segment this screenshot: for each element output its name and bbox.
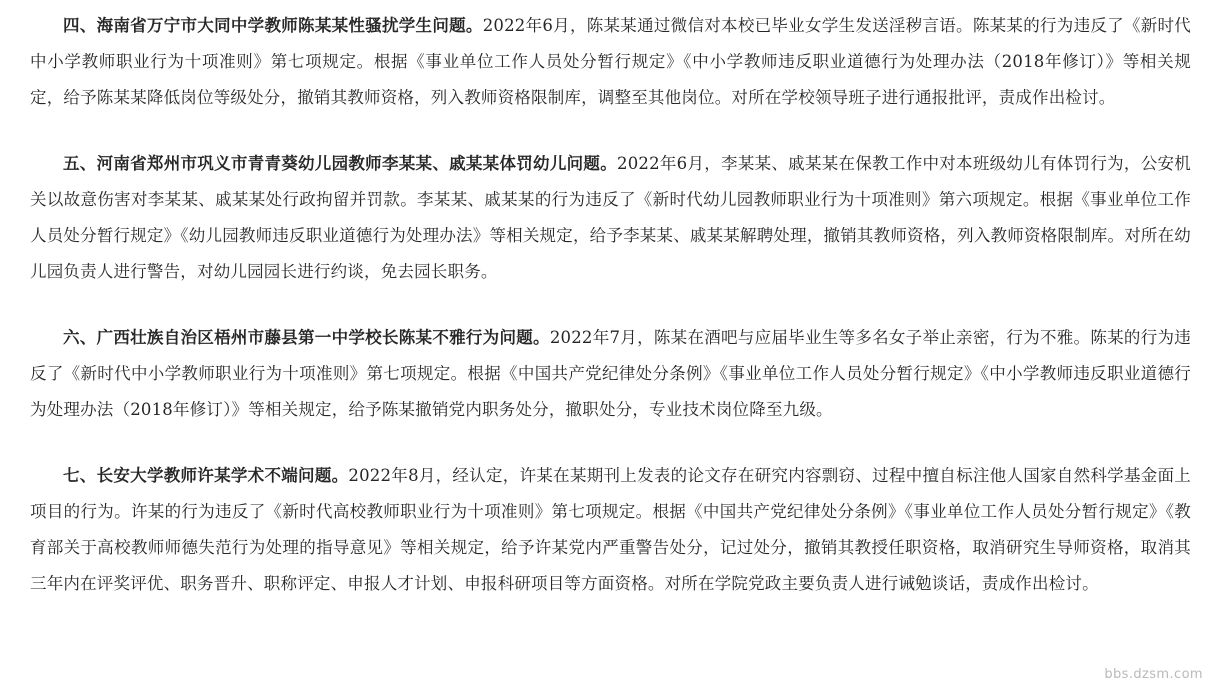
paragraph-lead: 五、河南省郑州市巩义市青青葵幼儿园教师李某某、戚某某体罚幼儿问题。 [63, 154, 617, 173]
paragraph-item [30, 146, 1191, 290]
watermark: bbs.dzsm.com [1104, 667, 1203, 682]
paragraph-lead: 七、长安大学教师许某学术不端问题。 [63, 466, 349, 485]
paragraph-text: 2022年7月，陈某在酒吧与应届毕业生等多名女子举止亲密，行为不雅。陈某的行为违反了《新时代中小学教师职业行为十项准则》第七项规定。根据《中国共产党纪律处分条例》《事业单位工作人员处分暂行规定》《中小学教师违反职业道德行为处理办法（2018年修订）》等相关规定，给予陈某撤销党内职务处分，撤职处分，专业技术岗位降至九级。 [30, 328, 1191, 419]
paragraph-item [30, 458, 1191, 602]
paragraph-text: 2022年6月，李某某、戚某某在保教工作中对本班级幼儿有体罚行为，公安机关以故意伤害对李某某、戚某某处行政拘留并罚款。李某某、戚某某的行为违反了《新时代幼儿园教师职业行为十项准则》第六项规定。根据《事业单位工作人员处分暂行规定》《幼儿园教师违反职业道德行为处理办法》等相关规定，给予李某某、戚某某解聘处理，撤销其教师资格，列入教师资格限制库。对所在幼儿园负责人进行警告，对幼儿园园长进行约谈，免去园长职务。 [30, 154, 1191, 281]
paragraph-lead: 六、广西壮族自治区梧州市藤县第一中学校长陈某不雅行为问题。 [63, 328, 550, 347]
paragraph-lead: 四、海南省万宁市大同中学教师陈某某性骚扰学生问题。 [63, 16, 483, 35]
paragraph-item [30, 8, 1191, 116]
paragraph-item [30, 320, 1191, 428]
paragraph-text: 2022年6月，陈某某通过微信对本校已毕业女学生发送淫秽言语。陈某某的行为违反了《新时代中小学教师职业行为十项准则》第七项规定。根据《事业单位工作人员处分暂行规定》《中小学教师违反职业道德行为处理办法（2018年修订）》等相关规定，给予陈某某降低岗位等级处分，撤销其教师资格，列入教师资格限制库，调整至其他岗位。对所在学校领导班子进行通报批评，责成作出检讨。 [30, 16, 1192, 107]
paragraph-text: 2022年8月，经认定，许某在某期刊上发表的论文存在研究内容剽窃、过程中擅自标注他人国家自然科学基金面上项目的行为。许某的行为违反了《新时代高校教师职业行为十项准则》第七项规定。根据《中国共产党纪律处分条例》《事业单位工作人员处分暂行规定》《教育部关于高校教师师德失范行为处理的指导意见》等相关规定，给予许某党内严重警告处分，记过处分，撤销其教授任职资格，取消研究生导师资格，取消其三年内在评奖评优、职务晋升、职称评定、申报人才计划、申报科研项目等方面资格。对所在学院党政主要负责人进行诫勉谈话，责成作出检讨。 [30, 466, 1192, 593]
